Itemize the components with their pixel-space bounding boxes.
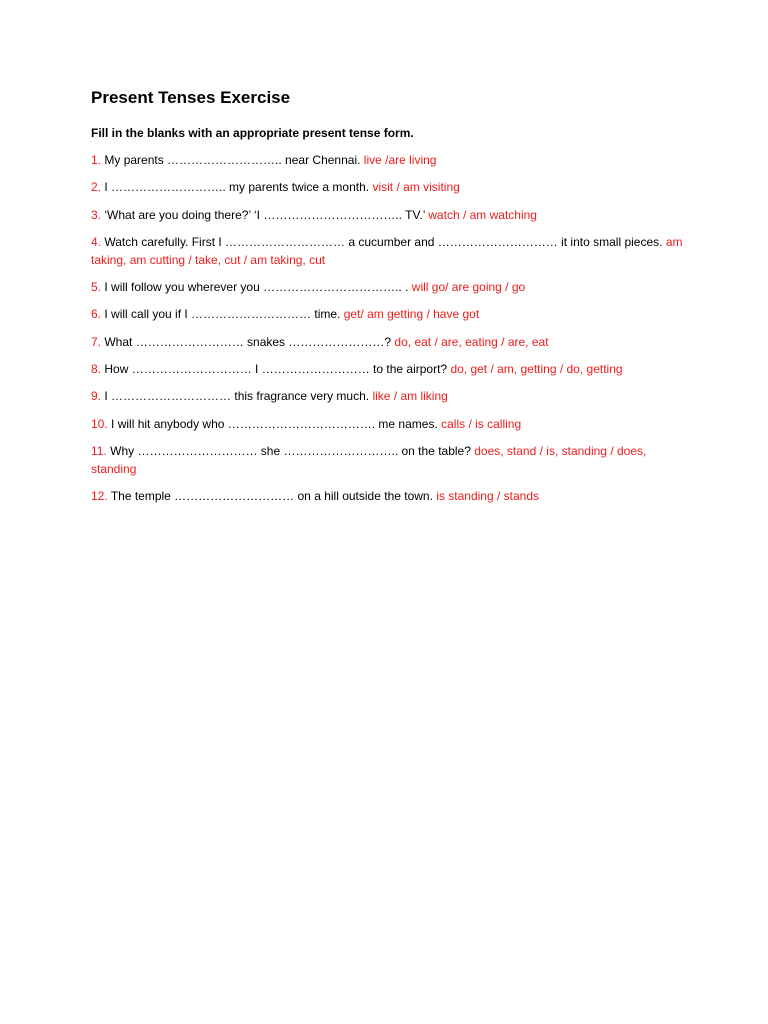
item-number: 7. xyxy=(91,334,102,349)
item-number: 1. xyxy=(91,153,102,167)
instructions-text: Fill in the blanks with an appropriate present tense form. xyxy=(91,126,414,140)
exercise-item xyxy=(91,278,691,296)
exercise-item xyxy=(91,442,691,478)
exercise-item xyxy=(91,305,691,323)
item-answer: do, get / am, getting / do, getting xyxy=(450,362,623,377)
exercise-item xyxy=(91,387,691,405)
exercise-item xyxy=(91,233,691,269)
item-number: 11. xyxy=(91,443,107,458)
exercise-item xyxy=(91,151,691,169)
exercise-item xyxy=(91,415,691,433)
item-answer: am taking, am cutting / take, cut / am taking, cut xyxy=(91,234,683,267)
exercise-item xyxy=(91,360,691,378)
page-title: Present Tenses Exercise xyxy=(91,88,291,107)
item-question: ‘What are you doing there?’ ‘I …………………………….. TV.’ xyxy=(104,207,425,222)
item-number: 2. xyxy=(91,180,102,195)
item-answer: calls / is calling xyxy=(441,416,522,431)
item-question: Watch carefully. First I ………………………… a cucumber and ………………………… it into small pieces. xyxy=(104,234,663,249)
document-page xyxy=(91,86,691,515)
exercise-item xyxy=(91,333,691,351)
item-number: 9. xyxy=(91,389,102,404)
item-number: 5. xyxy=(91,280,102,295)
item-number: 12. xyxy=(91,489,108,504)
item-question: What ……………………… snakes ……………………? xyxy=(104,334,392,349)
exercise-item xyxy=(91,206,691,224)
item-number: 10. xyxy=(91,416,108,431)
item-question: The temple ………………………… on a hill outside the town. xyxy=(110,489,433,504)
item-answer: visit / am visiting xyxy=(372,180,460,195)
item-question: I will call you if I ………………………… time. xyxy=(104,307,341,322)
item-answer: will go/ are going / go xyxy=(411,280,526,295)
item-question: Why ………………………… she ……………………….. on the table? xyxy=(110,443,471,458)
exercise-item xyxy=(91,178,691,196)
item-answer: is standing / stands xyxy=(436,489,540,504)
item-question: I will follow you wherever you …………………………….. . xyxy=(104,280,409,295)
item-answer: watch / am watching xyxy=(428,207,537,222)
item-question: I ………………………… this fragrance very much. xyxy=(104,389,370,404)
item-number: 3. xyxy=(91,207,102,222)
item-number: 6. xyxy=(91,307,102,322)
item-answer: like / am liking xyxy=(372,389,448,404)
item-answer: live /are living xyxy=(363,153,437,167)
item-answer: does, stand / is, standing / does, standing xyxy=(91,443,647,476)
exercise-item xyxy=(91,487,691,505)
exercise-list xyxy=(91,151,691,505)
item-question: How ………………………… I ……………………… to the airport? xyxy=(104,362,448,377)
item-question: I will hit anybody who ………………………………. me names. xyxy=(111,416,438,431)
item-answer: get/ am getting / have got xyxy=(343,307,480,322)
item-answer: do, eat / are, eating / are, eat xyxy=(394,334,549,349)
item-question: I ……………………….. my parents twice a month. xyxy=(104,180,370,195)
item-question: My parents ……………………….. near Chennai. xyxy=(104,153,361,167)
item-number: 4. xyxy=(91,234,102,249)
item-number: 8. xyxy=(91,362,102,377)
